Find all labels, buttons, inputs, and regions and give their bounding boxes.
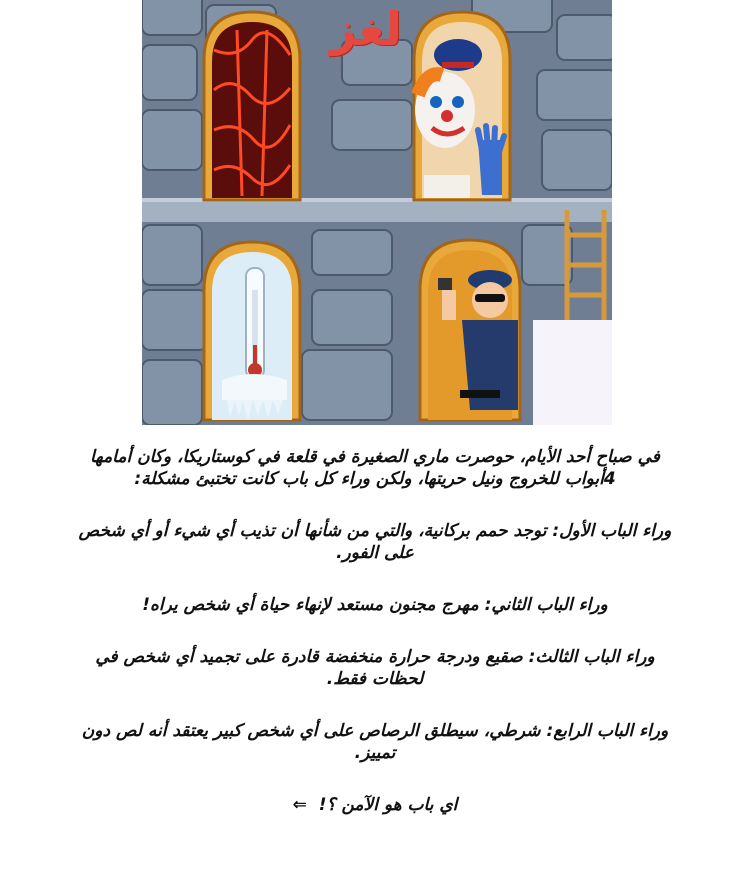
clown-door [414,12,510,200]
police-door [420,240,520,420]
riddle-logo: لغز [330,2,402,56]
riddle-door-4: وراء الباب الرابع: شرطي، سيطلق الرصاص على أي شخص كبير يعتقد أنه لص دون تمييز. [81,721,669,763]
riddle-door-1: وراء الباب الأول: توجد حمم بركانية، والتي من شأنها أن تذيب أي شيء أو أي شخص على الفور. [78,521,672,563]
riddle-door-3: وراء الباب الثالث: صقيع ودرجة حرارة منخفضة قادرة على تجميد أي شخص في لحظات فقط. [95,647,655,689]
riddle-question [70,794,680,816]
riddle-text [70,446,680,816]
ice-door [204,242,300,420]
question-text: اي باب هو الآمن ؟! [318,795,458,815]
lava-door [204,12,300,200]
riddle-intro: في صباح أحد الأيام، حوصرت ماري الصغيرة في قلعة في كوستاريكا، وكان أمامها 4أبواب للخروج ونيل حريتها، ولكن وراء كل باب كانت تختبئ مشكلة: [90,447,660,489]
arrow-left-icon: ⇐ [292,795,307,815]
riddle-door-2: وراء الباب الثاني: مهرج مجنون مستعد لإنهاء حياة أي شخص يراه! [142,595,608,615]
image-glare-patch [533,320,612,425]
